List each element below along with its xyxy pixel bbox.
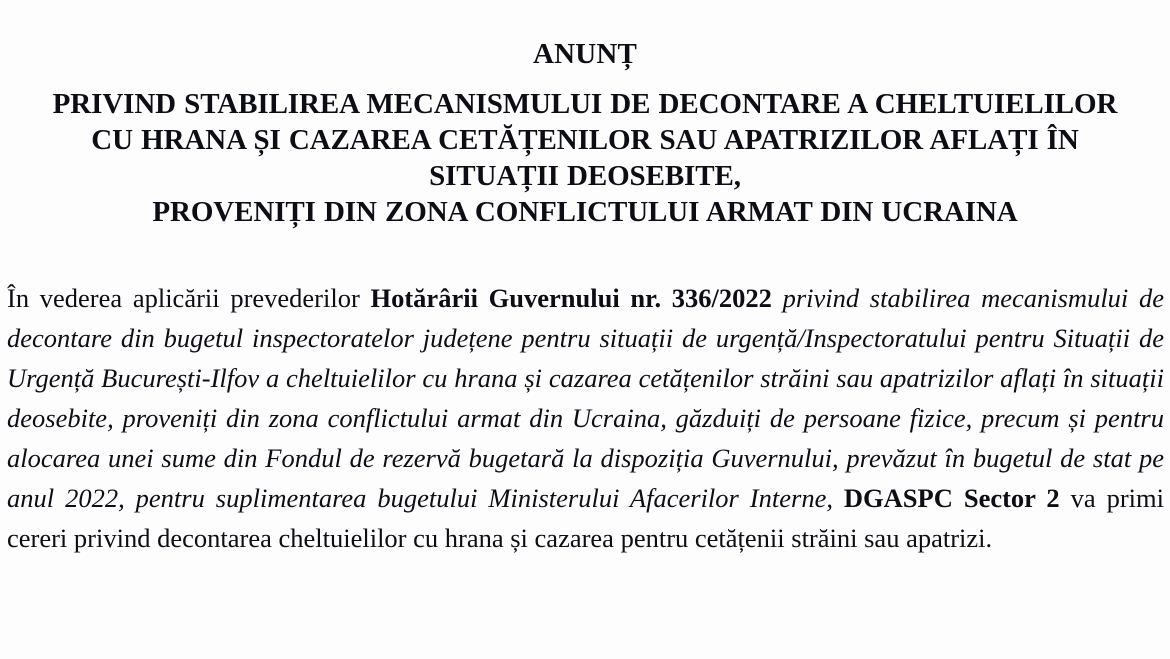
body-block bbox=[7, 278, 1164, 558]
page-title: ANUNȚ bbox=[532, 38, 638, 70]
page-subtitle-line-4: PROVENIȚI DIN ZONA CONFLICTULUI ARMAT DIN UCRAINA bbox=[152, 196, 1018, 228]
title-block bbox=[0, 36, 1170, 230]
legal-reference-emphasis: Hotărârii Guvernului nr. 336/2022 bbox=[370, 283, 772, 313]
page-subtitle-line-1: PRIVIND STABILIREA MECANISMULUI DE DECONTARE A CHELTUIELILOR bbox=[52, 88, 1118, 120]
page-subtitle bbox=[0, 86, 1170, 230]
paragraph-intro-text: În vederea aplicării prevederilor bbox=[7, 283, 371, 313]
announcement-paragraph bbox=[7, 278, 1164, 558]
paragraph-closing-text: va primi cereri privind decontarea cheltuielilor cu hrana și cazarea pentru cetățenii străini sau apatrizi. bbox=[7, 483, 1164, 553]
paragraph-italic-body-text: privind stabilirea mecanismului de decontare din bugetul inspectoratelor județene pentru situații de urgență/Inspectoratului pentru Situații de Urgență București-Ilfov a cheltuielilor cu hrana și cazarea cetățenilor străini sau apatrizilor aflați în situații deosebite, proveniți din zona conflictului armat din Ucraina, găzduiți de persoane fizice, precum și pentru alocarea unei sume din Fondul de rezervă bugetară la dispoziția Guvernului, prevăzut în bugetul de stat pe anul 2022, pentru suplimentarea bugetului Ministerului Afacerilor Interne, bbox=[7, 283, 1164, 513]
page-subtitle-line-3: SITUAȚII DEOSEBITE, bbox=[429, 160, 741, 192]
page-subtitle-line-2: CU HRANA ȘI CAZAREA CETĂȚENILOR SAU APATRIZILOR AFLAȚI ÎN bbox=[91, 124, 1079, 156]
institution-name-emphasis: DGASPC Sector 2 bbox=[843, 483, 1060, 513]
